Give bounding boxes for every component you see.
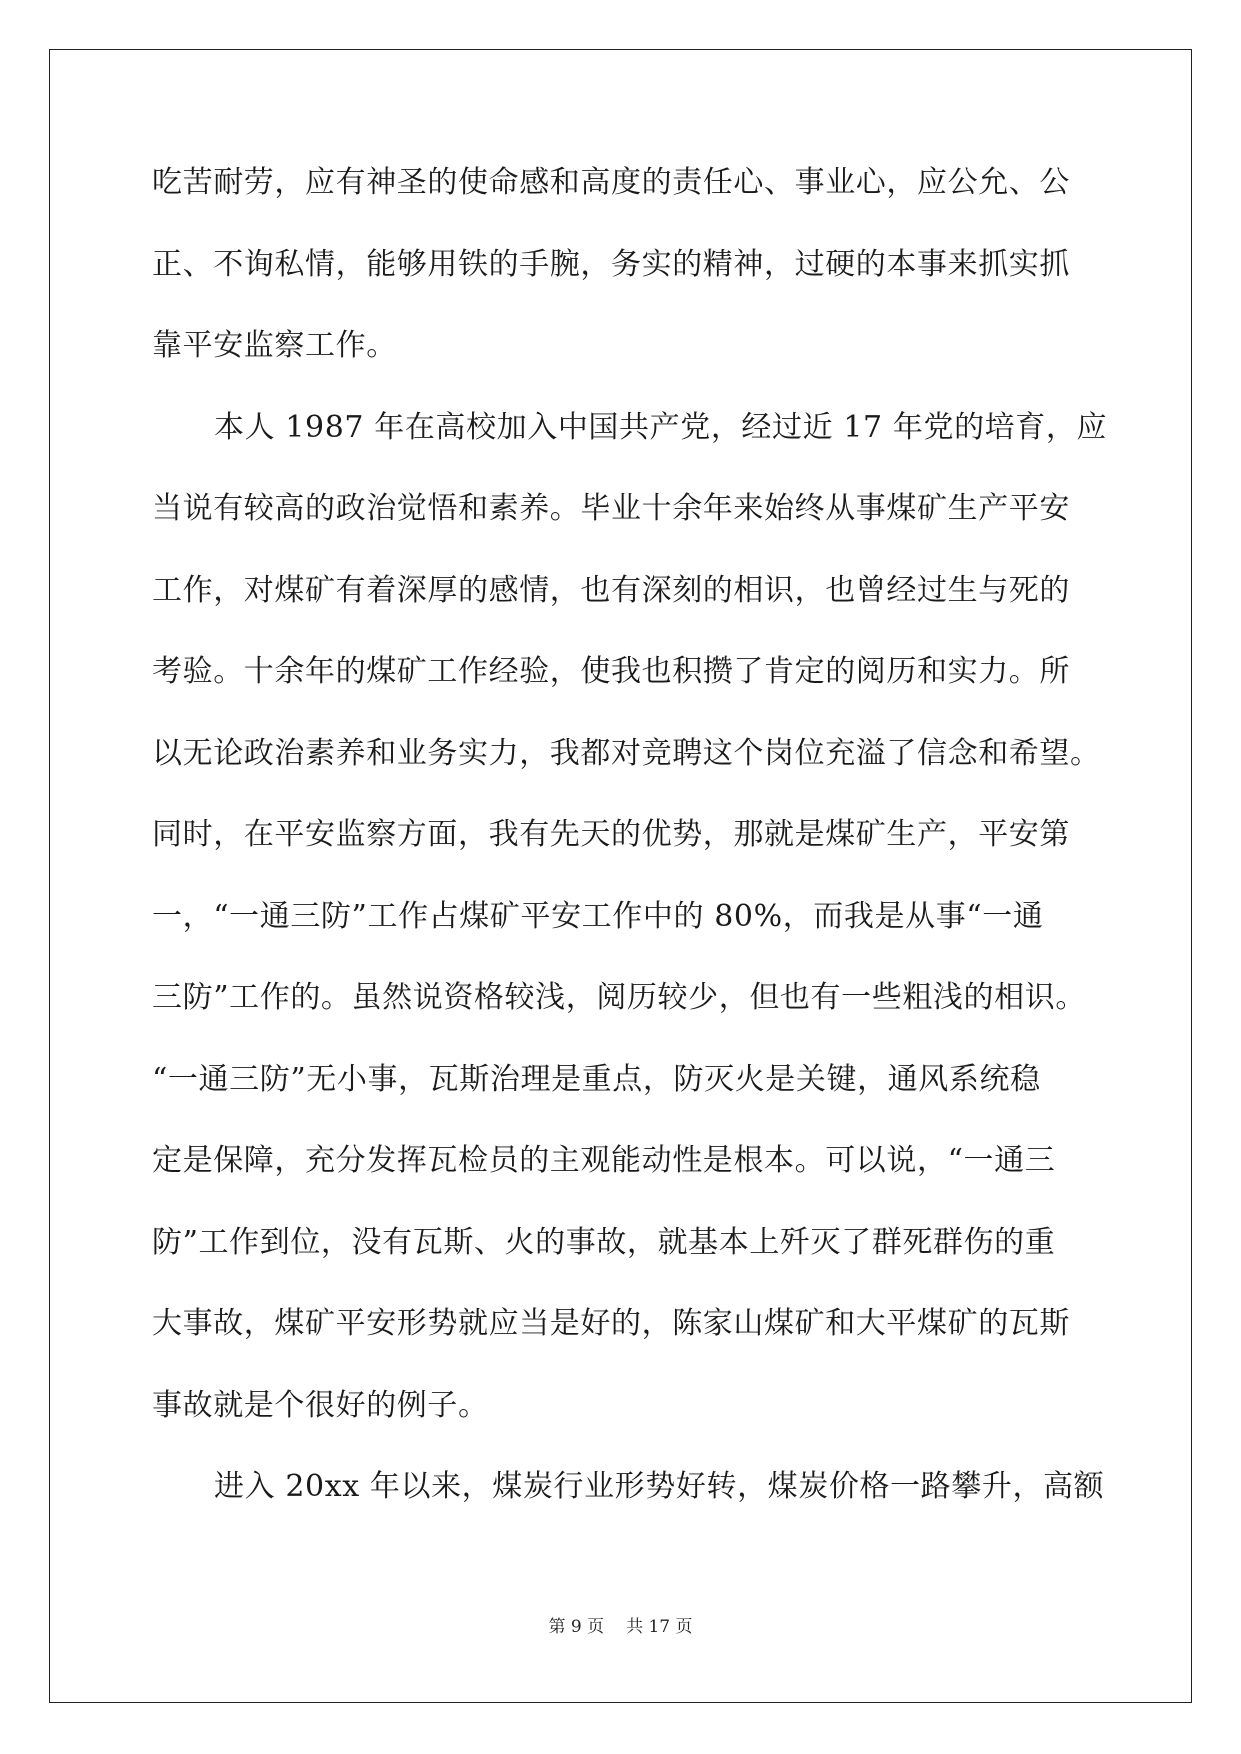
text-line: 大事故，煤矿平安形势就应当是好的，陈家山煤矿和大平煤矿的瓦斯 [152, 1306, 1070, 1341]
text-line: 工作，对煤矿有着深厚的感情，也有深刻的相识，也曾经过生与死的 [152, 572, 1070, 608]
text-line: 三防”工作的。虽然说资格较浅，阅历较少，但也有一些粗浅的相识。 [152, 980, 1086, 1015]
text-line: 吃苦耐劳，应有神圣的使命感和高度的责任心、事业心，应公允、公 [152, 165, 1070, 200]
text-line: 靠平安监察工作。 [152, 328, 397, 363]
paragraph-start-line: 进入 20xx 年以来，煤炭行业形势好转，煤炭价格一路攀升，高额 [214, 1469, 1105, 1504]
paragraph-start-line: 本人 1987 年在高校加入中国共产党，经过近 17 年党的培育，应 [214, 409, 1108, 445]
document-body [152, 163, 1108, 1549]
page-number-current: 第 9 页 [548, 1617, 605, 1637]
text-line: 以无论政治素养和业务实力，我都对竞聘这个岗位充溢了信念和希望。 [152, 735, 1101, 771]
page-number-total: 共 17 页 [626, 1617, 693, 1637]
text-line: 正、不询私情，能够用铁的手腕，务实的精神，过硬的本事来抓实抓 [152, 246, 1070, 282]
text-line: 同时，在平安监察方面，我有先天的优势，那就是煤矿生产，平安第 [152, 817, 1070, 852]
text-line: 定是保障，充分发挥瓦检员的主观能动性是根本。可以说，“一通三 [152, 1143, 1056, 1178]
text-line: “一通三防”无小事，瓦斯治理是重点，防灭火是关键，通风系统稳 [152, 1061, 1041, 1097]
page-footer [0, 1616, 1241, 1638]
text-line: 当说有较高的政治觉悟和素养。毕业十余年来始终从事煤矿生产平安 [152, 491, 1070, 526]
text-line: 一，“一通三防”工作占煤矿平安工作中的 80%，而我是从事“一通 [152, 898, 1044, 934]
text-line: 事故就是个很好的例子。 [152, 1387, 489, 1423]
text-line: 考验。十余年的煤矿工作经验，使我也积攒了肯定的阅历和实力。所 [152, 654, 1070, 689]
text-line: 防”工作到位，没有瓦斯、火的事故，就基本上歼灭了群死群伤的重 [152, 1224, 1056, 1260]
